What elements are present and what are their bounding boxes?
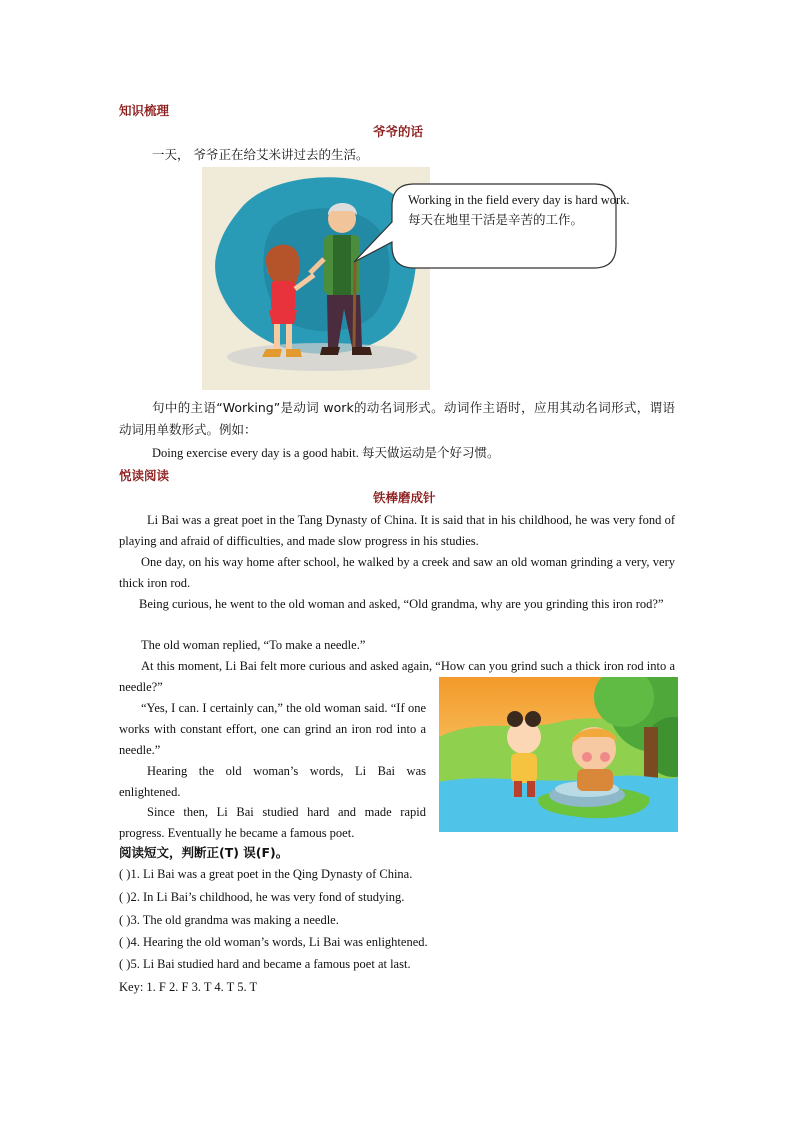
paragraph-2: One day, on his way home after school, he walked by a creek and saw an old woman grinding a very, very thick iron rod.: [119, 555, 675, 590]
grammar-explanation: 句中的主语“Working”是动词 work的动名词形式。动词作主语时，应用其动名词形式，谓语动词用单数形式。例如：: [119, 400, 675, 437]
paragraph-5: At this moment, Li Bai felt more curious and asked again, “How can you grind such a thick iron rod into a needle?”: [119, 659, 675, 694]
paragraph-1: Li Bai was a great poet in the Tang Dynasty of China. It is said that in his childhood, he was very fond of playing and afraid of difficulties, and made slow progress in his studies.: [119, 513, 675, 548]
paragraph-7: Hearing the old woman’s words, Li Bai was enlightened.: [119, 764, 426, 799]
bubble-english: Working in the field every day is hard work.: [408, 193, 630, 207]
li-bai-svg: [439, 677, 678, 832]
bubble-chinese: 每天在地里干活是辛苦的工作。: [408, 212, 584, 227]
paragraph-8: Since then, Li Bai studied hard and made rapid progress. Eventually he became a famous poet.: [119, 805, 426, 840]
story-title-grandpa: 爷爷的话: [373, 124, 424, 139]
intro-sentence: 一天， 爷爷正在给艾米讲过去的生活。: [152, 147, 369, 162]
section-heading-knowledge: 知识梳理: [119, 103, 170, 118]
quiz-instruction: 阅读短文，判断正(T) 误(F)。: [119, 845, 289, 860]
section-heading-reading: 悦读阅读: [119, 468, 170, 483]
li-bai-and-old-woman-illustration: [439, 677, 678, 832]
example-sentence: Doing exercise every day is a good habit. 每天做运动是个好习惯。: [152, 446, 500, 460]
quiz-item-1: ( )1. Li Bai was a great poet in the Qing Dynasty of China.: [119, 867, 413, 881]
quiz-item-5: ( )5. Li Bai studied hard and became a famous poet at last.: [119, 957, 411, 971]
paragraph-6: “Yes, I can. I certainly can,” the old woman said. “If one works with constant effort, one can grind an iron rod into a needle.”: [119, 701, 426, 757]
paragraph-4: The old woman replied, “To make a needle.”: [141, 638, 366, 652]
quiz-item-4: ( )4. Hearing the old woman’s words, Li Bai was enlightened.: [119, 935, 428, 949]
paragraph-3: Being curious, he went to the old woman and asked, “Old grandma, why are you grinding this iron rod?”: [139, 597, 664, 611]
speech-bubble: [348, 180, 630, 292]
quiz-item-2: ( )2. In Li Bai’s childhood, he was very fond of studying.: [119, 890, 405, 904]
quiz-item-3: ( )3. The old grandma was making a needle.: [119, 913, 339, 927]
story-title-needle: 铁棒磨成针: [373, 490, 436, 505]
answer-key: Key: 1. F 2. F 3. T 4. T 5. T: [119, 980, 258, 994]
